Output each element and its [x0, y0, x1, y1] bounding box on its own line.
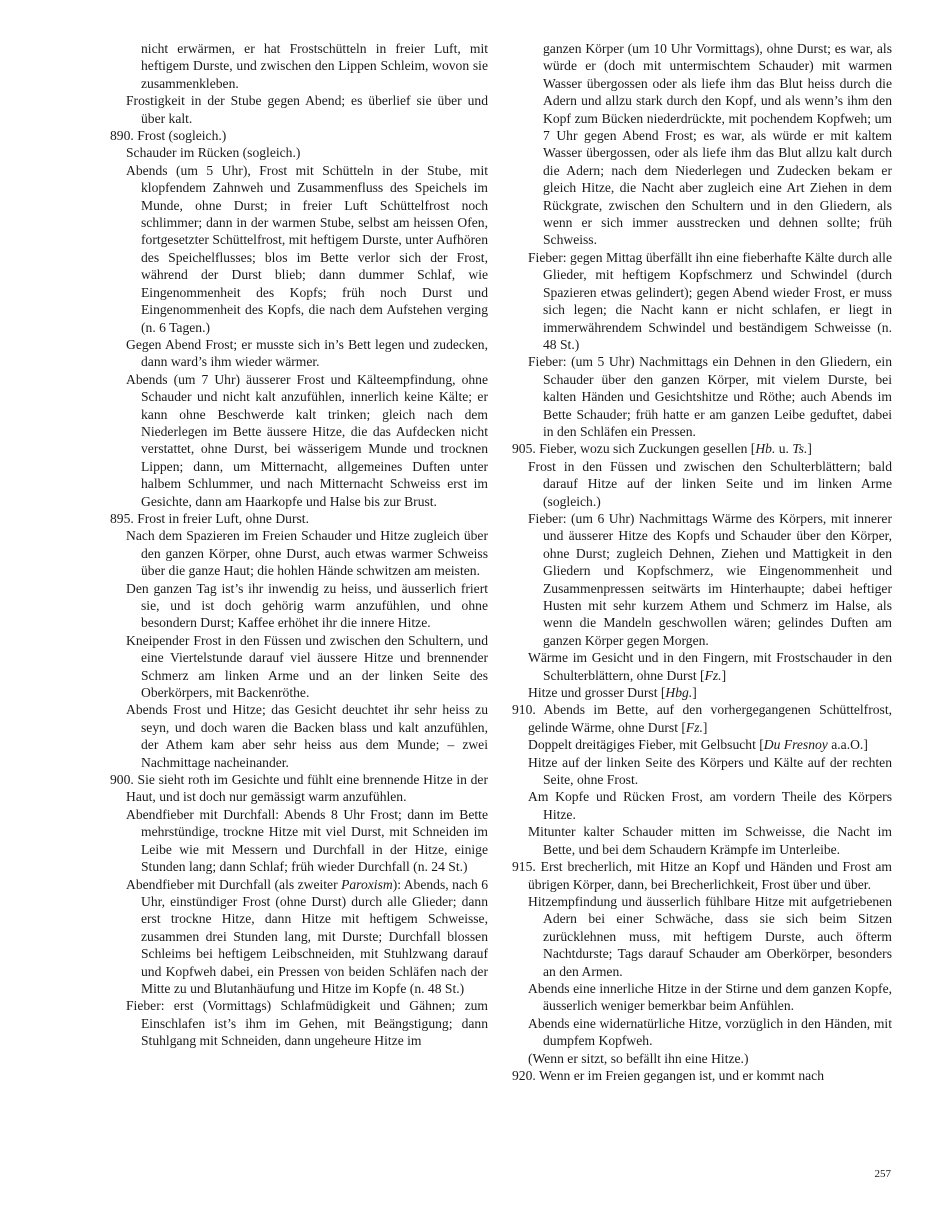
entry-text: 910. Abends im Bette, auf den vorhergegangenen Schüttelfrost, gelinde Wärme, ohne Durst [	[512, 702, 892, 735]
entry-text: nicht erwärmen, er hat Frostschütteln in freier Luft, mit heftigem Durste, und zwischen den Lippen Schleim, wovon sie zusammenkleben.	[141, 41, 488, 91]
entry-text: Fieber: (um 5 Uhr) Nachmittags ein Dehnen in den Gliedern, ein Schauder über den ganzen Körper, mit vielem Durste, bei kalten Händen und Gesichtshitze und Röthe; auch Abends im Bette Schauder; früh hatte er am ganzen Leibe geduftet, dabei in den Schläfen ein Pressen.	[528, 354, 892, 439]
entry-text: Abends eine innerliche Hitze in der Stirne und dem ganzen Kopfe, äusserlich weniger bemerkbar beim Anfühlen.	[528, 980, 892, 1014]
numbered-entry	[512, 858, 892, 893]
entry-paragraph	[512, 458, 892, 510]
entry-text: Fieber: (um 6 Uhr) Nachmittags Wärme des Körpers, mit innerer und äusserer Hitze des Kopfs und Schauder über den Körper, ohne Durst; zugleich Dehnen, Ziehen und Mattigkeit in den Gliedern und Kopfschmerz, wie Eingenommenheit und Zusammenpressen seitwärts im Hinterhaupte; dabei heftiger Husten mit sehr kurzem Athem und Schmerz im Halse, als wenn die Mandeln geschwollen wären; gelindes Duften am ganzen Körper gegen Morgen.	[528, 510, 892, 648]
entry-text: Abends (um 7 Uhr) äusserer Frost und Kälteempfindung, ohne Schauder und nicht kalt anzufühlen, innerlich keine Kälte; er kann ohne Beschwerde kalt trinken; gleich nach dem Niederlegen im Bette äussere Hitze, die das Aufdecken nicht verstattet, ohne Durst, bei wässerigem Munde und trocknen Lippen; dann, um Mitternacht, allgemeines Duften unter halbem Schlummer, und nach Mitternacht Schweiss erst im Gesichte, dann am Haarkopfe und Halse bis zur Brust.	[126, 371, 488, 509]
entry-text: Wärme im Gesicht und in den Fingern, mit Frostschauder in den Schulterblättern, ohne Durst [	[528, 650, 892, 683]
entry-text: 900. Sie sieht roth im Gesichte und fühlt eine brennende Hitze in der Haut, und ist doch nur gemässigt warm anzufühlen.	[110, 772, 488, 805]
entry-paragraph	[110, 527, 488, 579]
entry-text: Kneipender Frost in den Füssen und zwischen den Schultern, und eine Viertelstunde darauf viel äussere Hitze und brennender Schmerz am linken Arme und an der linken Seite des Oberkörpers, mit Backenröthe.	[126, 632, 488, 701]
entry-text: Mitunter kalter Schauder mitten im Schweisse, die Nacht im Bette, und bei dem Schaudern Krämpfe im Unterleibe.	[528, 824, 892, 857]
entry-text: u.	[775, 441, 793, 457]
page-number: 257	[874, 1168, 891, 1180]
entry-paragraph	[512, 1015, 892, 1050]
numbered-entry	[110, 127, 488, 144]
italic-source: Paroxism	[341, 876, 393, 892]
entry-text: ]	[721, 667, 727, 683]
italic-source: Hbg.	[665, 685, 693, 701]
entry-text: Abends Frost und Hitze; das Gesicht deuchtet ihr sehr heiss zu seyn, und doch waren die Backen blass und kalt anzufühlen, der Athem kam aber sehr heiss aus dem Munde; – zwei Nachmittage nacheinander.	[126, 702, 488, 770]
italic-source: Fz.	[704, 667, 722, 683]
entry-paragraph	[512, 649, 892, 684]
entry-text: Hitze auf der linken Seite des Körpers und Kälte auf der rechten Seite, ohne Frost.	[528, 754, 892, 788]
entry-paragraph	[512, 249, 892, 353]
entry-paragraph	[512, 736, 892, 753]
entry-text: Nach dem Spazieren im Freien Schauder und Hitze zugleich über den ganzen Körper, ohne Durst, auch etwas warmer Schweiss über die ganze Haut; die hohlen Hände schwitzen am meisten.	[126, 528, 488, 579]
numbered-entry	[512, 701, 892, 736]
entry-paragraph	[110, 371, 488, 510]
entry-paragraph	[110, 144, 488, 161]
entry-text: Den ganzen Tag ist’s ihr inwendig zu heiss, und äusserlich friert sie, und ist doch gehörig warm anzufühlen, und ohne besondern Durst; Kaffee erhöhet ihr die innere Hitze.	[126, 580, 488, 631]
entry-paragraph	[110, 701, 488, 771]
italic-source: Fz.	[685, 719, 703, 735]
entry-text: ]	[702, 719, 708, 735]
numbered-entry	[512, 1067, 892, 1084]
entry-text: Fieber: gegen Mittag überfällt ihn eine fieberhafte Kälte durch alle Glieder, mit heftigem Kopfschmerz und Schwindel (durch Spazieren etwas gelindert); gegen Abend wieder Frost, er muss sich legen; die Nacht kann er nicht schlafen, er liegt in immerwährendem Schwindel und beständigem Schweisse (n. 48 St.)	[528, 249, 892, 352]
entry-paragraph	[110, 162, 488, 336]
entry-text: 915. Erst brecherlich, mit Hitze an Kopf und Händen und Frost am übrigen Körper, dann, bei Brecherlichkeit, Frost über und über.	[512, 859, 892, 892]
continued-entry	[512, 40, 892, 249]
italic-source: Ts.	[792, 441, 808, 457]
entry-paragraph	[512, 754, 892, 789]
entry-text: a.a.O.]	[827, 737, 868, 753]
entry-text: 920. Wenn er im Freien gegangen ist, und er kommt nach	[512, 1067, 824, 1083]
entry-text: Gegen Abend Frost; er musste sich in’s Bett legen und zudecken, dann ward’s ihm wieder wärmer.	[126, 336, 488, 370]
entry-text: (Wenn er sitzt, so befällt ihn eine Hitze.)	[528, 1050, 749, 1066]
italic-source: Du Fresnoy	[763, 737, 828, 753]
entry-text: Doppelt dreitägiges Fieber, mit Gelbsucht [	[528, 737, 764, 753]
entry-paragraph	[512, 1050, 892, 1067]
entry-paragraph	[110, 632, 488, 702]
entry-text: Abendfieber mit Durchfall (als zweiter	[126, 876, 342, 892]
numbered-entry	[512, 440, 892, 457]
entry-paragraph	[110, 806, 488, 876]
right-column	[512, 40, 892, 1084]
entry-text: 895. Frost in freier Luft, ohne Durst.	[110, 510, 309, 526]
continued-entry	[110, 40, 488, 92]
entry-paragraph	[512, 788, 892, 823]
entry-paragraph	[110, 876, 488, 998]
entry-text: ): Abends, nach 6 Uhr, einstündiger Frost (ohne Durst) durch alle Glieder; dann erst trockne Hitze, dann Hitze mit heftigem Schweisse, zusammen drei Stunden lang, mit Durste; Durchfall blossen Schleims bei heftigem Leibschneiden, mit Stuhlzwang darauf und Kopfweh dabei, ein Pressen von beiden Schläfen nach der Mitte zu und Blutanhäufung und Hitze im Kopfe (n. 48 St.)	[141, 876, 489, 996]
entry-paragraph	[512, 684, 892, 701]
left-column	[110, 40, 488, 1050]
numbered-entry	[110, 771, 488, 806]
entry-text: Frost in den Füssen und zwischen den Schulterblättern; bald darauf Hitze auf der linken Seite und im linken Arme (sogleich.)	[528, 458, 892, 509]
entry-text: ]	[807, 441, 812, 457]
entry-paragraph	[512, 353, 892, 440]
italic-source: Hb.	[755, 441, 776, 457]
numbered-entry	[110, 510, 488, 527]
entry-paragraph	[110, 92, 488, 127]
entry-text: ]	[692, 685, 697, 701]
entry-paragraph	[512, 893, 892, 980]
entry-text: Am Kopfe und Rücken Frost, am vordern Theile des Körpers Hitze.	[528, 789, 892, 822]
entry-text: 905. Fieber, wozu sich Zuckungen gesellen [	[512, 441, 756, 457]
entry-text: Schauder im Rücken (sogleich.)	[126, 145, 301, 161]
entry-paragraph	[110, 997, 488, 1049]
entry-paragraph	[110, 336, 488, 371]
entry-paragraph	[512, 510, 892, 649]
entry-text: Abendfieber mit Durchfall: Abends 8 Uhr Frost; dann im Bette mehrstündige, trockne Hitze mit viel Durst, mit Schneiden im Leibe wie mit Messern und Durchfall in der Hitze, einige Stunden lang; dann Schlaf; früh wieder Durchfall (n. 24 St.)	[126, 806, 488, 875]
entry-text: Fieber: erst (Vormittags) Schlafmüdigkeit und Gähnen; zum Einschlafen ist’s ihm im Gehen, mit Beängstigung; dann Stuhlgang mit Schneiden, dann ungeheure Hitze im	[126, 998, 488, 1049]
entry-text: Hitzempfindung und äusserlich fühlbare Hitze mit aufgetriebenen Adern bei einer Schwäche, dass sie sich beim Sitzen zurücklehnen muss, mit heftigem Durste, auch öfterm Nachtdurste; Tags darauf Schauder am Oberkörper, besonders an den Armen.	[528, 893, 892, 979]
entry-paragraph	[512, 980, 892, 1015]
entry-text: Abends (um 5 Uhr), Frost mit Schütteln in der Stube, mit klopfendem Zahnweh und Zusammenfluss des Speichels im Munde, ohne Durst; in freier Luft Schüttelfrost noch schlimmer; dann in der warmen Stube, selbst am heissen Ofen, fortgesetzter Schüttelfrost, mit heftigem Durste, unter Aufhören des Speichelflusses; blos im Bette verlor sich der Frost, während der Durst blieb; dann dummer Schlaf, wie Eingenommenheit des Kopfs; früh noch Durst und Eingenommenheit des Kopfs, die nach dem Aufstehen verging (n. 6 Tagen.)	[126, 162, 488, 335]
entry-text: Abends eine widernatürliche Hitze, vorzüglich in den Händen, mit dumpfem Kopfweh.	[528, 1015, 892, 1049]
entry-text: ganzen Körper (um 10 Uhr Vormittags), ohne Durst; es war, als würde er (doch mit untermischtem Schauder) mit warmen Wasser übergossen oder als liefe ihm das Blut heiss durch die Adern und allzu stark durch den Kopf, und als wenn’s ihm den Kopf zum Bücken niederdrückte, mit pochendem Kopfweh; um 7 Uhr gegen Abend Frost; es war, als würde er mit kaltem Wasser übergossen, oder als liefe ihm das Blut allzu kalt durch die Adern; nach dem Niederlegen und Zudecken bekam er gleich Hitze, die Nacht aber zugleich eine Art Ziehen in dem Rückgrate, zwischen den Schultern und in den Gliedern, als wenn er sich immer ausstrecken und dehnen sollte; früh Schweiss.	[543, 41, 892, 248]
entry-paragraph	[110, 580, 488, 632]
entry-text: Hitze und grosser Durst [	[528, 685, 666, 701]
entry-paragraph	[512, 823, 892, 858]
entry-text: 890. Frost (sogleich.)	[110, 128, 227, 144]
entry-text: Frostigkeit in der Stube gegen Abend; es überlief sie über und über kalt.	[126, 93, 488, 126]
